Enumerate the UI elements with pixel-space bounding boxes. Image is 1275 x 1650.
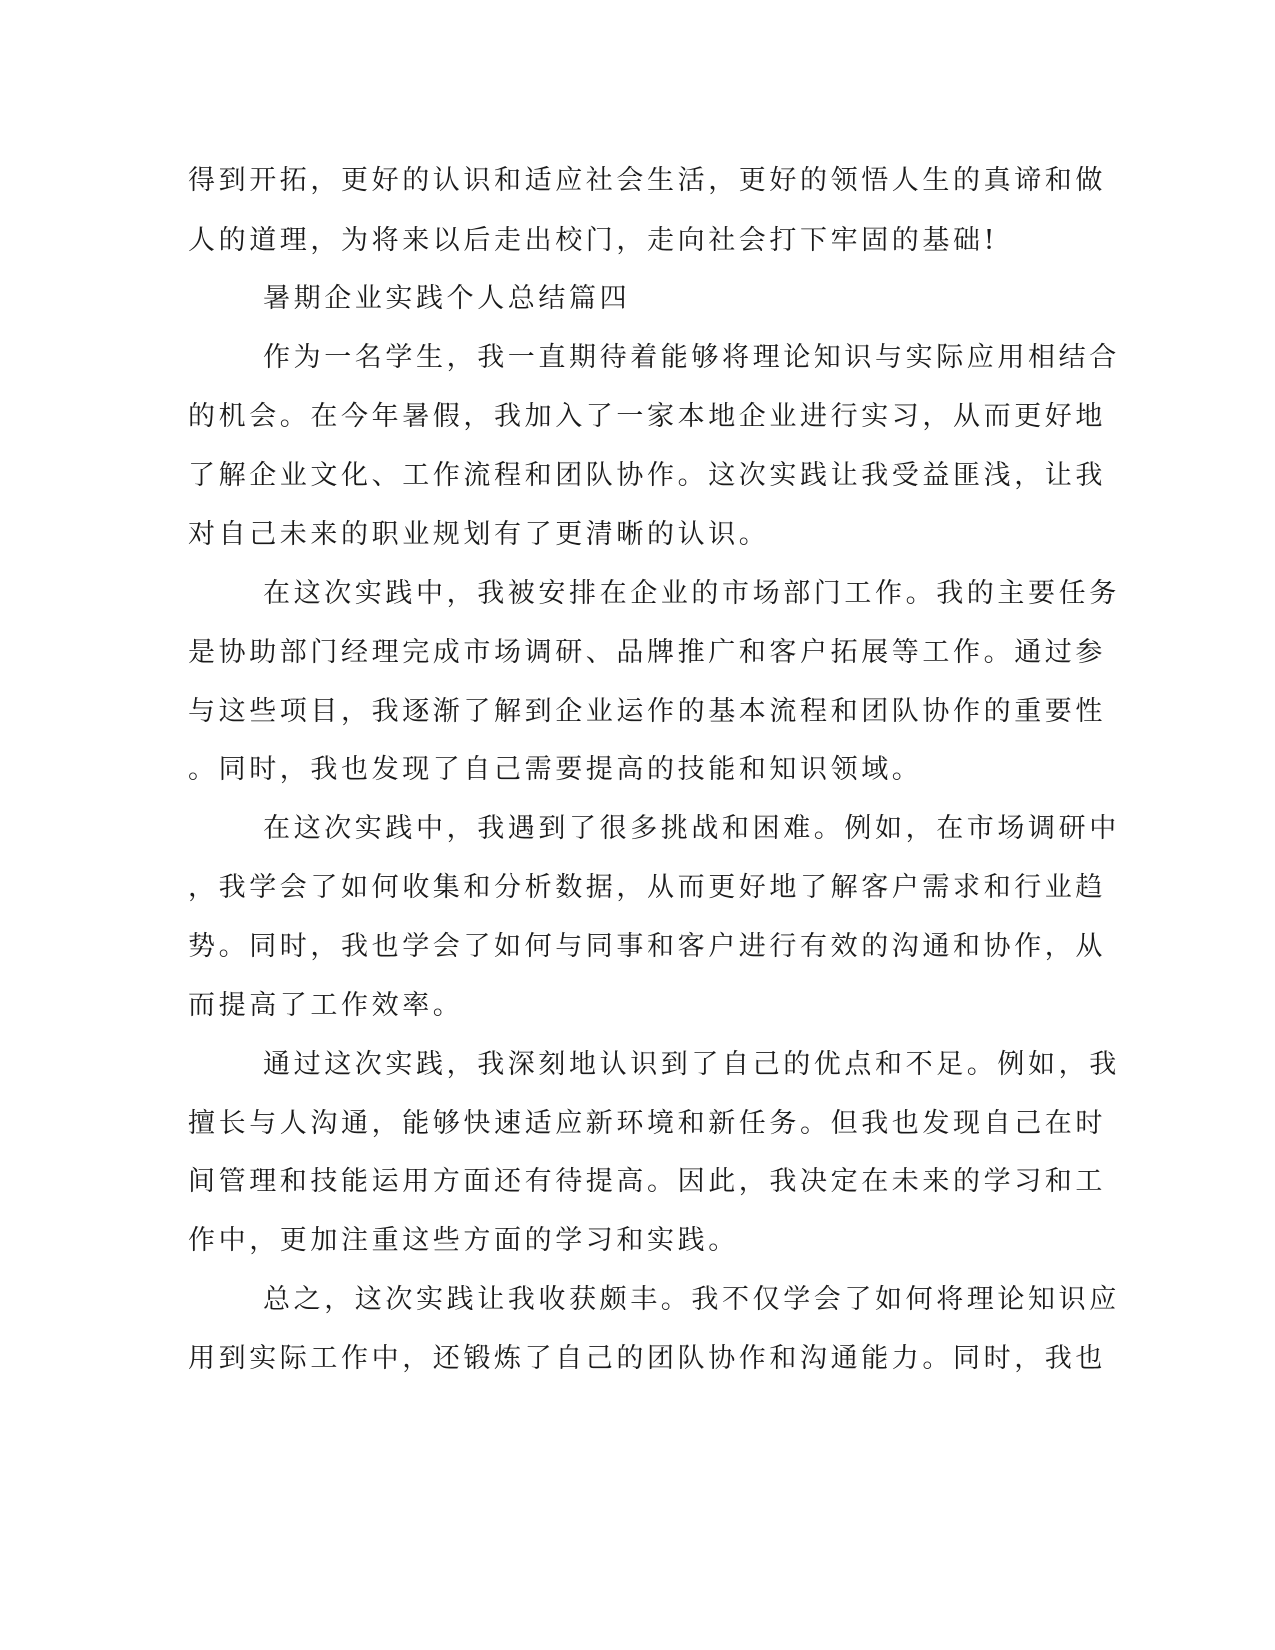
text-line: ，我学会了如何收集和分析数据，从而更好地了解客户需求和行业趋 (188, 872, 1106, 903)
text-line: 人的道理，为将来以后走出校门，走向社会打下牢固的基础! (188, 225, 999, 256)
text-line: 在这次实践中，我被安排在企业的市场部门工作。我的主要任务 (263, 578, 1120, 609)
text-line: 通过这次实践，我深刻地认识到了自己的优点和不足。例如，我 (263, 1049, 1120, 1080)
section-heading: 暑期企业实践个人总结篇四 (263, 283, 631, 314)
text-line: 总之，这次实践让我收获颇丰。我不仅学会了如何将理论知识应 (263, 1284, 1120, 1315)
text-line: 用到实际工作中，还锻炼了自己的团队协作和沟通能力。同时，我也 (188, 1343, 1106, 1374)
text-line: 得到开拓，更好的认识和适应社会生活，更好的领悟人生的真谛和做 (188, 165, 1106, 196)
text-line: 在这次实践中，我遇到了很多挑战和困难。例如，在市场调研中 (263, 813, 1120, 844)
text-line: 的机会。在今年暑假，我加入了一家本地企业进行实习，从而更好地 (188, 401, 1106, 432)
text-line: 势。同时，我也学会了如何与同事和客户进行有效的沟通和协作，从 (188, 931, 1106, 962)
text-line: 了解企业文化、工作流程和团队协作。这次实践让我受益匪浅，让我 (188, 460, 1106, 491)
text-line: 。同时，我也发现了自己需要提高的技能和知识领域。 (188, 754, 923, 785)
text-line: 而提高了工作效率。 (188, 990, 464, 1021)
text-line: 作为一名学生，我一直期待着能够将理论知识与实际应用相结合 (263, 342, 1120, 373)
text-line: 对自己未来的职业规划有了更清晰的认识。 (188, 519, 770, 550)
text-line: 间管理和技能运用方面还有待提高。因此，我决定在未来的学习和工 (188, 1166, 1106, 1197)
text-line: 作中，更加注重这些方面的学习和实践。 (188, 1225, 739, 1256)
text-line: 擅长与人沟通，能够快速适应新环境和新任务。但我也发现自己在时 (188, 1108, 1106, 1139)
text-line: 是协助部门经理完成市场调研、品牌推广和客户拓展等工作。通过参 (188, 637, 1106, 668)
text-line: 与这些项目，我逐渐了解到企业运作的基本流程和团队协作的重要性 (188, 696, 1106, 727)
